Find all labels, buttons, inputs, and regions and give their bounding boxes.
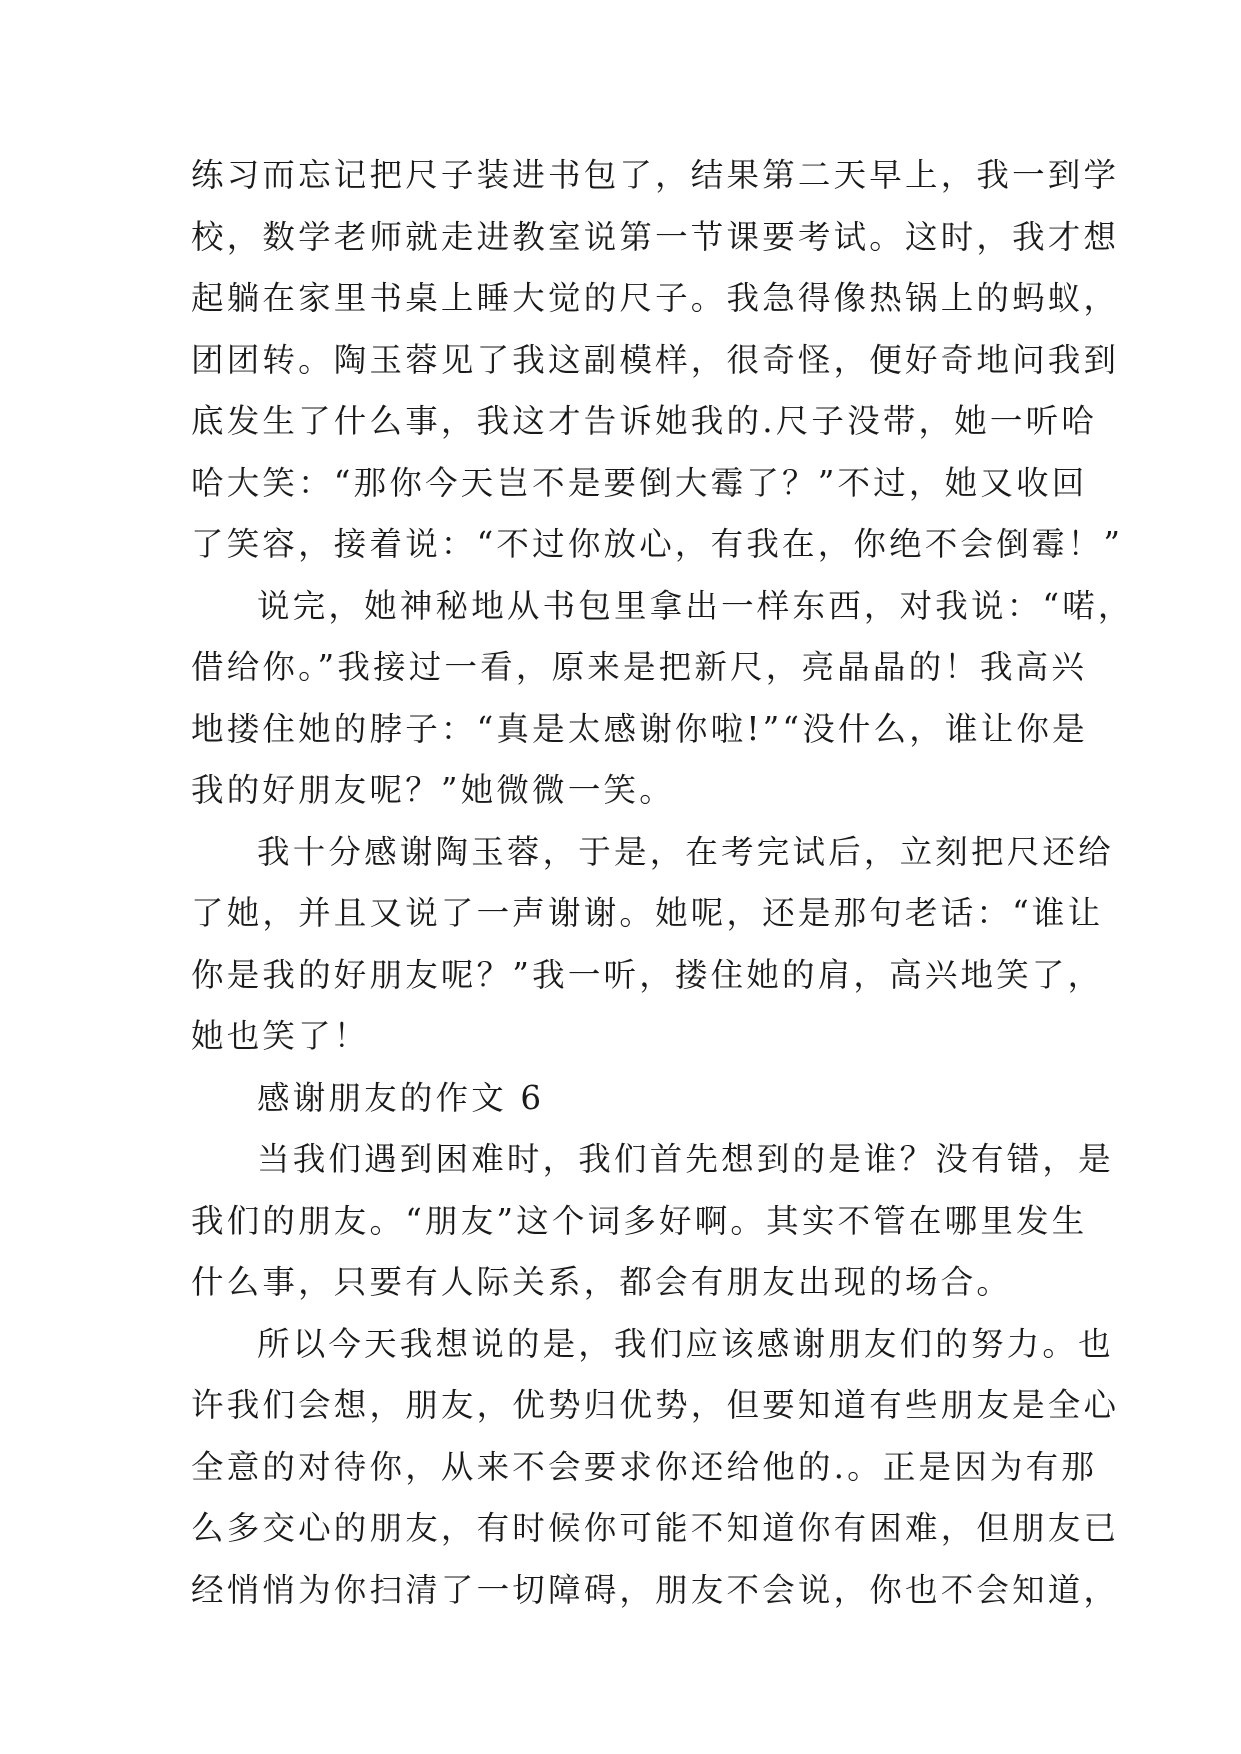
document-body [191, 145, 1134, 1621]
text-line: 团团转。陶玉蓉见了我这副模样，很奇怪，便好奇地问我到 [191, 340, 1120, 379]
text-line: 经悄悄为你扫清了一切障碍，朋友不会说，你也不会知道， [191, 1570, 1120, 1609]
text-line: 底发生了什么事，我这才告诉她我的.尺子没带，她一听哈 [191, 402, 1098, 440]
text-line: 什么事，只要有人际关系，都会有朋友出现的场合。 [191, 1263, 1013, 1301]
text-line: 练习而忘记把尺子装进书包了，结果第二天早上，我一到学 [191, 156, 1120, 194]
text-line: 许我们会想，朋友，优势归优势，但要知道有些朋友是全心 [191, 1386, 1120, 1424]
section-heading: 感谢朋友的作文 6 [257, 1078, 545, 1117]
paragraph-first-line: 当我们遇到困难时，我们首先想到的是谁？没有错，是 [257, 1140, 1114, 1178]
text-line: 起躺在家里书桌上睡大觉的尺子。我急得像热锅上的蚂蚁， [191, 279, 1120, 317]
text-line: 你是我的好朋友呢？”我一听，搂住她的肩，高兴地笑了， [191, 955, 1104, 994]
text-line: 地搂住她的脖子：“真是太感谢你啦!”“没什么，谁让你是 [191, 709, 1088, 748]
text-line: 全意的对待你，从来不会要求你还给他的.。正是因为有那 [191, 1447, 1098, 1486]
text-line: 她也笑了！ [191, 1017, 370, 1055]
text-line: 哈大笑：“那你今天岂不是要倒大霉了？”不过，她又收回 [191, 463, 1088, 502]
paragraph-first-line: 所以今天我想说的是，我们应该感谢朋友们的努力。也 [257, 1324, 1114, 1363]
paragraph-first-line: 说完，她神秘地从书包里拿出一样东西，对我说：“喏， [257, 586, 1134, 625]
text-line: 借给你。”我接过一看，原来是把新尺，亮晶晶的！我高兴 [191, 648, 1088, 686]
text-line: 校，数学老师就走进教室说第一节课要考试。这时，我才想 [191, 217, 1120, 256]
text-line: 了笑容，接着说：“不过你放心，有我在，你绝不会倒霉！” [191, 525, 1124, 563]
text-line: 么多交心的朋友，有时候你可能不知道你有困难，但朋友已 [191, 1509, 1120, 1547]
paragraph-first-line: 我十分感谢陶玉蓉，于是，在考完试后，立刻把尺还给 [257, 832, 1114, 871]
text-line: 我们的朋友。“朋友”这个词多好啊。其实不管在哪里发生 [191, 1201, 1088, 1240]
text-line: 了她，并且又说了一声谢谢。她呢，还是那句老话：“谁让 [191, 894, 1104, 932]
text-line: 我的好朋友呢？”她微微一笑。 [191, 771, 675, 809]
